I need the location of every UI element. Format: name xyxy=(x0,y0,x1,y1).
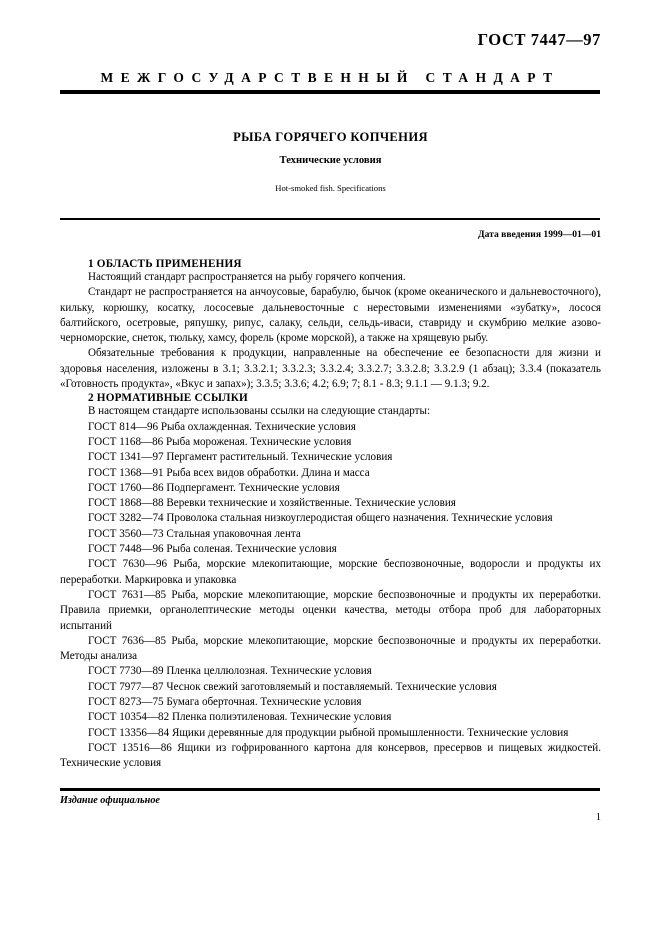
scope-paragraph-1: Настоящий стандарт распространяется на рыбу горячего копчения. xyxy=(88,271,406,283)
gost-number: ГОСТ 7447—97 xyxy=(477,30,601,49)
reference-item xyxy=(60,511,601,526)
document-title: РЫБА ГОРЯЧЕГО КОПЧЕНИЯ xyxy=(233,130,428,144)
reference-code: ГОСТ 10354—82 xyxy=(88,711,170,724)
reference-code: ГОСТ 7730—89 xyxy=(88,665,164,678)
reference-item xyxy=(60,634,601,665)
reference-code: ГОСТ 7448—96 xyxy=(88,543,164,556)
reference-title: Веревки технические и хозяйственные. Технические условия xyxy=(166,497,456,510)
document-body xyxy=(60,258,601,772)
reference-item xyxy=(60,726,601,741)
section-heading-scope: 1 ОБЛАСТЬ ПРИМЕНЕНИЯ xyxy=(88,258,242,270)
reference-title: Чеснок свежий заготовляемый и поставляемый. Технические условия xyxy=(166,680,497,693)
document-title-english: Hot-smoked fish. Specifications xyxy=(275,183,386,193)
reference-item xyxy=(60,496,601,511)
reference-title: Стальная упаковочная лента xyxy=(166,527,301,540)
reference-code: ГОСТ 7977—87 xyxy=(88,680,164,693)
reference-title: Пленка целлюлозная. Технические условия xyxy=(166,665,372,678)
introduction-date: Дата введения 1999—01—01 xyxy=(478,229,601,240)
reference-title: Рыба охлажденная. Технические условия xyxy=(160,420,356,433)
reference-code: ГОСТ 13356—84 xyxy=(88,726,170,739)
reference-code: ГОСТ 1368—91 xyxy=(88,466,164,479)
reference-code: ГОСТ 814—96 xyxy=(88,420,159,433)
reference-item xyxy=(60,527,601,542)
page-number: 1 xyxy=(595,812,601,823)
reference-item xyxy=(60,466,601,481)
reference-item xyxy=(60,450,601,465)
reference-item xyxy=(60,710,601,725)
edition-note: Издание официальное xyxy=(60,795,160,806)
reference-item xyxy=(60,542,601,557)
scope-paragraph-2: Стандарт не распространяется на анчоусовые, барабулю, бычок (кроме океанического и дальневосточного), кильку, корюшку, косатку, лососевые дальневосточные с нерестовыми изменениями «зубатку», лосося балтийского, осетровые, ряпушку, рипус, салаку, сельди, сельдь-иваси, ставриду и скумбрию мелкие азово-черноморские, снеток, тюльку, хамсу, форель (кроме морской), а также на хрящевую рыбу. xyxy=(60,286,601,345)
reference-code: ГОСТ 1760—86 xyxy=(88,481,164,494)
reference-code: ГОСТ 3560—73 xyxy=(88,527,164,540)
reference-code: ГОСТ 1341—97 xyxy=(88,451,164,464)
reference-title: Подпергамент. Технические условия xyxy=(166,481,340,494)
reference-code: ГОСТ 7631—85 xyxy=(88,588,167,601)
reference-code: ГОСТ 1168—86 xyxy=(88,435,164,448)
reference-item xyxy=(60,481,601,496)
section-heading-references: 2 НОРМАТИВНЫЕ ССЫЛКИ xyxy=(88,392,248,405)
reference-item xyxy=(60,741,601,772)
header-divider-rule xyxy=(60,90,600,94)
reference-code: ГОСТ 13516—86 xyxy=(88,741,172,754)
reference-title: Рыба, морские млекопитающие, морские беспозвоночные и продукты их переработки. Правила приемки, органолептические методы оценки качества, методы отбора проб для лабораторных испытаний xyxy=(60,588,602,632)
reference-item xyxy=(60,588,601,634)
reference-title: Рыба мороженая. Технические условия xyxy=(165,435,352,448)
reference-code: ГОСТ 7630—96 xyxy=(88,558,168,571)
reference-code: ГОСТ 1868—88 xyxy=(88,497,164,510)
reference-item xyxy=(60,420,601,435)
reference-title: Ящики из гофрированного картона для консервов, пресервов и пищевых жидкостей. Технические условия xyxy=(60,741,602,770)
standard-type-heading: МЕЖГОСУДАРСТВЕННЫЙ СТАНДАРТ xyxy=(100,70,560,85)
reference-code: ГОСТ 7636—85 xyxy=(88,634,167,647)
reference-title: Пленка полиэтиленовая. Технические условия xyxy=(171,711,392,724)
scope-paragraph-3: Обязательные требования к продукции, направленные на обеспечение ее безопасности для жизни и здоровья населения, изложены в 3.1; 3.3.2.1; 3.3.2.3; 3.3.2.4; 3.3.2.7; 3.3.2.8; 3.3.2.9 (1 абзац); 3.3.4 (показатель «Готовность продукта», «Вкус и запах»); 3.3.5; 3.3.6; 4.2; 6.9; 7; 8.1 - 8.3; 9.1.1 — 9.1.3; 9.2. xyxy=(60,347,601,391)
reference-code: ГОСТ 3282—74 xyxy=(88,512,164,525)
references-intro: В настоящем стандарте использованы ссылки на следующие стандарты: xyxy=(88,405,431,418)
reference-title: Бумага оберточная. Технические условия xyxy=(166,696,362,709)
normative-reference-list xyxy=(60,420,601,772)
reference-title: Пергамент растительный. Технические условия xyxy=(166,451,393,464)
reference-item xyxy=(60,695,601,710)
reference-title: Рыба, морские млекопитающие, морские беспозвоночные и продукты их переработки. Методы анализа xyxy=(60,634,602,663)
reference-title: Рыба всех видов обработки. Длина и масса xyxy=(166,466,370,479)
document-subtitle: Технические условия xyxy=(279,155,382,166)
reference-title: Рыба, морские млекопитающие, морские беспозвоночные, водоросли и продукты их переработки. Маркировка и упаковка xyxy=(60,558,602,586)
footer-divider-rule xyxy=(60,788,600,791)
reference-item xyxy=(60,664,601,679)
reference-item xyxy=(60,680,601,695)
reference-code: ГОСТ 8273—75 xyxy=(88,696,164,709)
intro-date-divider-rule xyxy=(60,218,600,220)
reference-title: Проволока стальная низкоуглеродистая общего назначения. Технические условия xyxy=(166,512,553,525)
reference-title: Рыба соленая. Технические условия xyxy=(166,543,337,556)
reference-item xyxy=(60,557,601,588)
reference-item xyxy=(60,435,601,450)
reference-title: Ящики деревянные для продукции рыбной промышленности. Технические условия xyxy=(171,726,569,739)
